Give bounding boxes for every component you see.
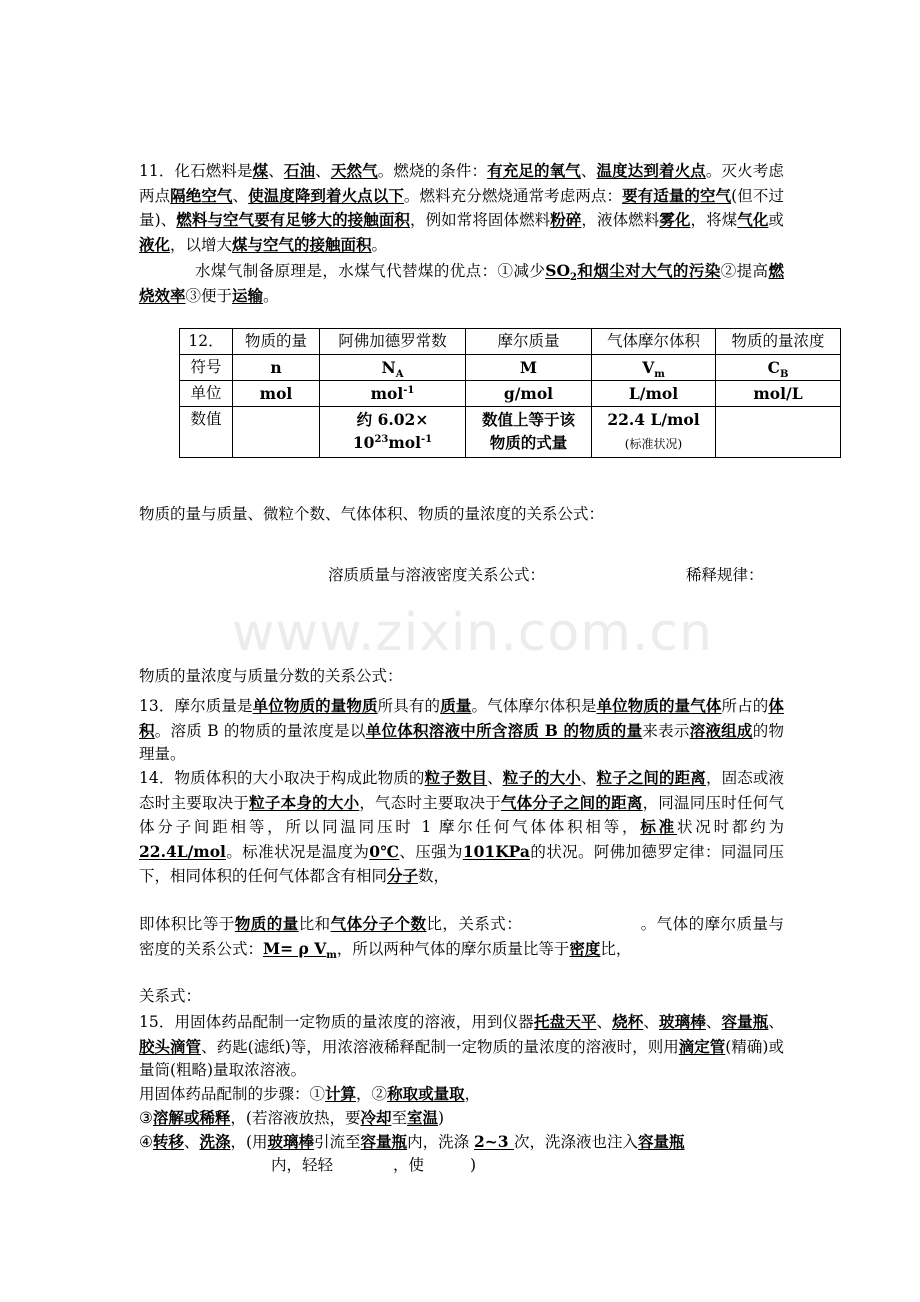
paragraph-11 bbox=[139, 159, 784, 257]
answer: 玻璃棒 bbox=[267, 1132, 315, 1151]
answer-liquefy: 液化 bbox=[139, 234, 171, 254]
table-cell bbox=[320, 355, 466, 381]
relation-fraction: 物质的量浓度与质量分数的关系公式： bbox=[139, 667, 403, 685]
text: 引流至 bbox=[314, 1133, 361, 1151]
text: ) bbox=[438, 1109, 445, 1127]
subscript: m bbox=[326, 949, 337, 961]
steps-intro bbox=[139, 1082, 480, 1106]
text: 约 6.02× bbox=[356, 410, 429, 429]
answer: 粒子的大小 bbox=[502, 768, 581, 787]
answer-atomize: 雾化 bbox=[659, 210, 691, 229]
answer: 分子 bbox=[387, 866, 419, 885]
answer-coal-air-area: 煤与空气的接触面积 bbox=[232, 234, 372, 254]
text: 比， bbox=[600, 939, 632, 958]
text: 。灭火考虑两点 bbox=[139, 162, 784, 205]
step-4-continued bbox=[271, 1154, 476, 1177]
answer: 2~3 bbox=[474, 1132, 514, 1151]
table-cell: 物质的量 bbox=[233, 329, 320, 355]
paragraph-15 bbox=[139, 1010, 784, 1083]
text: 比，关系式： bbox=[426, 915, 523, 933]
text: 。燃料充分燃烧通常考虑两点： bbox=[403, 186, 623, 205]
text: ③便于 bbox=[185, 286, 233, 305]
answer: 质量 bbox=[440, 696, 472, 715]
answer-crush: 粉碎 bbox=[550, 210, 582, 229]
item-number: 15． bbox=[139, 1013, 175, 1031]
table-cell: mol/L bbox=[716, 381, 841, 407]
answer: 容量瓶 bbox=[721, 1012, 769, 1031]
answer: 溶液组成 bbox=[689, 720, 753, 740]
text: ，将煤 bbox=[690, 211, 738, 229]
text: ) bbox=[470, 1156, 477, 1174]
table-cell: 12． bbox=[180, 329, 233, 355]
answer-ignition: 温度达到着火点 bbox=[596, 161, 706, 180]
relation-ratio: 关系式： bbox=[139, 987, 202, 1005]
text: (精确)或量筒(粗略)量取浓溶液。 bbox=[139, 1037, 784, 1079]
answer: 计算 bbox=[325, 1084, 357, 1103]
text: 22.4 L/mol bbox=[607, 410, 700, 429]
table-cell: 物质的量浓度 bbox=[716, 329, 841, 355]
answer-efficiency: 燃烧效率 bbox=[139, 261, 784, 305]
text: ②提高 bbox=[720, 262, 769, 280]
superscript: -1 bbox=[403, 384, 415, 396]
text: 摩尔质量是 bbox=[174, 697, 253, 715]
table-cell bbox=[592, 407, 716, 458]
text: 、 bbox=[315, 162, 331, 180]
text: ，同温同压时任何气体分子间距相等，所以同温同压时 1 摩尔任何气体体积相等， bbox=[139, 793, 784, 836]
text: 。标准状况是温度为 bbox=[225, 842, 370, 861]
answer: 气体分子之间的距离 bbox=[500, 792, 643, 812]
text: 所占的 bbox=[721, 697, 769, 715]
text: ， bbox=[464, 1085, 481, 1103]
relation-dilution: 稀释规律： bbox=[686, 566, 764, 584]
text: mol bbox=[370, 384, 404, 403]
text: 即体积比等于 bbox=[139, 915, 235, 933]
answer: 气体分子个数 bbox=[330, 914, 427, 933]
subscript: m bbox=[654, 369, 665, 381]
paragraph-11-water-gas bbox=[139, 259, 784, 308]
relation-general: 物质的量与质量、微粒个数、气体体积、物质的量浓度的关系公式： bbox=[139, 505, 605, 523]
text: 状况时都约为 bbox=[676, 818, 784, 836]
answer: 粒子本身的大小 bbox=[249, 792, 360, 812]
step-3 bbox=[139, 1106, 444, 1130]
text: 物质体积的大小取决于构成此物质的 bbox=[174, 769, 425, 787]
subscript: B bbox=[779, 369, 789, 381]
text: ，气态时主要取决于 bbox=[359, 793, 501, 812]
answer-oxygen: 有充足的氧气 bbox=[487, 161, 581, 180]
answer: 烧杯 bbox=[612, 1012, 644, 1031]
answer-transport: 运输 bbox=[232, 285, 264, 305]
paragraph-14 bbox=[139, 766, 784, 889]
answer: 密度 bbox=[569, 938, 601, 958]
answer-gas: 天然气 bbox=[330, 161, 378, 180]
text: ① bbox=[309, 1085, 326, 1103]
text: 水煤气制备原理是，水煤气代替煤的优点：①减少 bbox=[195, 262, 546, 280]
table-cell: 阿佛加德罗常数 bbox=[320, 329, 466, 355]
text: 来表示 bbox=[642, 721, 690, 740]
answer: 室温 bbox=[407, 1108, 439, 1127]
answer-so2 bbox=[545, 261, 721, 284]
text: (但不过量)、 bbox=[139, 186, 784, 229]
text: 、 bbox=[183, 1133, 200, 1151]
subscript: A bbox=[395, 369, 404, 381]
answer: 标准 bbox=[640, 817, 677, 836]
answer-isolate-air: 隔绝空气 bbox=[170, 185, 233, 205]
text: 标准状况 bbox=[629, 437, 678, 451]
answer: 转移 bbox=[152, 1132, 184, 1151]
answer: 体积 bbox=[139, 696, 784, 740]
text: ，② bbox=[356, 1085, 388, 1103]
answer: 玻璃棒 bbox=[659, 1012, 706, 1031]
text: 10 bbox=[352, 433, 375, 452]
text: 、 bbox=[596, 1013, 613, 1031]
table-row bbox=[180, 329, 841, 355]
answer: 单位体积溶液中所含溶质 B 的物质的量 bbox=[365, 720, 643, 740]
table-cell: n bbox=[233, 355, 320, 381]
item-number: 13． bbox=[139, 697, 175, 715]
table-cell: 摩尔质量 bbox=[466, 329, 592, 355]
text: 或 bbox=[768, 211, 784, 229]
table-cell bbox=[320, 381, 466, 407]
text: 。燃烧的条件： bbox=[377, 162, 488, 180]
table-cell bbox=[233, 407, 320, 458]
text: ③ bbox=[139, 1109, 153, 1127]
table-row bbox=[180, 355, 841, 381]
text: 、 bbox=[487, 769, 503, 787]
text: 。 bbox=[263, 286, 279, 305]
text: 、 bbox=[768, 1013, 784, 1031]
table-cell bbox=[592, 355, 716, 381]
item-number: 11． bbox=[139, 162, 175, 180]
answer: 单位物质的量物质 bbox=[252, 696, 378, 715]
table-cell bbox=[320, 407, 466, 458]
table-row bbox=[180, 381, 841, 407]
text: 比和 bbox=[298, 915, 331, 933]
text: 、 bbox=[580, 769, 597, 787]
text: 和烟尘对大气的污染 bbox=[576, 261, 721, 280]
paragraph-13 bbox=[139, 694, 784, 767]
answer: 冷却 bbox=[360, 1108, 392, 1127]
text: ，例如常将固体燃料 bbox=[410, 211, 551, 229]
table-cell: 单位 bbox=[180, 381, 233, 407]
answer-gasify: 气化 bbox=[737, 210, 769, 229]
text: V bbox=[642, 358, 655, 377]
text: ，以增大 bbox=[170, 235, 233, 254]
table-cell bbox=[716, 355, 841, 381]
step-4 bbox=[139, 1130, 685, 1154]
answer: 粒子之间的距离 bbox=[596, 768, 706, 787]
text: 用固体药品配制一定物质的量浓度的溶液，用到仪器 bbox=[174, 1013, 534, 1031]
table-cell: g/mol bbox=[466, 381, 592, 407]
text: M= ρ V bbox=[263, 938, 327, 958]
text: ，(若溶液放热，要 bbox=[230, 1109, 361, 1127]
text: 、 bbox=[580, 162, 597, 180]
text: 内，洗涤 bbox=[407, 1133, 474, 1151]
text: 。溶质 B 的物质的量浓度是以 bbox=[154, 721, 366, 740]
watermark: www.zixin.com.cn bbox=[232, 603, 713, 663]
table-cell bbox=[716, 407, 841, 458]
text: ，(用 bbox=[230, 1133, 268, 1151]
text: 所具有的 bbox=[377, 697, 441, 715]
answer: 101KPa bbox=[462, 841, 530, 861]
text: mol bbox=[388, 433, 422, 452]
superscript: 23 bbox=[374, 433, 389, 445]
text: 、 bbox=[268, 162, 284, 180]
text: 内，轻轻 bbox=[271, 1156, 334, 1174]
paragraph-14-continued bbox=[139, 912, 784, 961]
text: SO bbox=[545, 261, 570, 280]
answer-contact-area: 燃料与空气要有足够大的接触面积 bbox=[176, 210, 411, 229]
text: ④ bbox=[139, 1133, 153, 1151]
text: ，固态或液态时主要取决于 bbox=[139, 769, 784, 812]
text: ，使 bbox=[393, 1156, 425, 1174]
text: 、压强为 bbox=[399, 842, 463, 861]
quantities-table bbox=[179, 328, 841, 458]
text: 用固体药品配制的步骤： bbox=[139, 1085, 310, 1103]
text: 、药匙(滤纸)等，用浓溶液稀释配制一定物质的量浓度的溶液时，则用 bbox=[201, 1037, 679, 1056]
table-cell: mol bbox=[233, 381, 320, 407]
text: 的状况。阿佛加德罗定律：同温同压下，相同体积的任何气体都含有相同 bbox=[139, 842, 784, 885]
answer-air: 要有适量的空气 bbox=[622, 185, 732, 205]
answer-oil: 石油 bbox=[283, 161, 316, 180]
text: 、 bbox=[232, 186, 249, 205]
text: 至 bbox=[391, 1109, 408, 1127]
answer: 单位物质的量气体 bbox=[596, 696, 722, 715]
answer-coal: 煤 bbox=[252, 161, 269, 180]
text: 的物理量。 bbox=[139, 721, 784, 763]
subscript: 2 bbox=[570, 272, 577, 284]
text: ，所以两种气体的摩尔质量比等于 bbox=[336, 939, 570, 958]
relation-density: 溶质质量与溶液密度关系公式： bbox=[328, 566, 546, 584]
table-cell: M bbox=[466, 355, 592, 381]
answer-cool: 使温度降到着火点以下 bbox=[248, 185, 404, 205]
text: 次，洗涤液也注入 bbox=[513, 1133, 638, 1151]
answer: 称取或量取 bbox=[387, 1084, 465, 1103]
note: (标准状况) bbox=[624, 437, 683, 451]
table-cell: 数值上等于该物质的式量 bbox=[466, 407, 592, 458]
text: 。 bbox=[371, 235, 388, 254]
answer: 洗涤 bbox=[199, 1132, 231, 1151]
table-cell: 数值 bbox=[180, 407, 233, 458]
text: C bbox=[767, 358, 780, 377]
table-row bbox=[180, 407, 841, 458]
text: 数， bbox=[418, 867, 450, 885]
item-number: 14． bbox=[139, 769, 175, 787]
text: 、 bbox=[643, 1013, 659, 1031]
table-cell: 符号 bbox=[180, 355, 233, 381]
text: 化石燃料是 bbox=[174, 162, 253, 180]
answer: 0℃ bbox=[369, 841, 400, 861]
table-cell: L/mol bbox=[592, 381, 716, 407]
answer: 物质的量 bbox=[234, 914, 299, 933]
table-cell: 气体摩尔体积 bbox=[592, 329, 716, 355]
text: ，液体燃料 bbox=[581, 211, 660, 229]
text: N bbox=[381, 358, 396, 377]
answer: 粒子数目 bbox=[424, 768, 488, 787]
text: 。气体的摩尔质量与密度的关系公式： bbox=[139, 915, 784, 958]
text: 。气体摩尔体积是 bbox=[471, 697, 597, 715]
answer: 溶解或稀释 bbox=[152, 1108, 231, 1127]
answer: 胶头滴管 bbox=[139, 1036, 202, 1056]
answer: 容量瓶 bbox=[637, 1132, 685, 1151]
answer: 容量瓶 bbox=[360, 1132, 408, 1151]
text: 、 bbox=[705, 1013, 722, 1031]
superscript: -1 bbox=[421, 433, 433, 445]
answer: 22.4L/mol bbox=[139, 841, 226, 861]
answer: 滴定管 bbox=[678, 1036, 726, 1056]
answer: 托盘天平 bbox=[533, 1012, 597, 1031]
answer-density-formula bbox=[263, 938, 337, 961]
